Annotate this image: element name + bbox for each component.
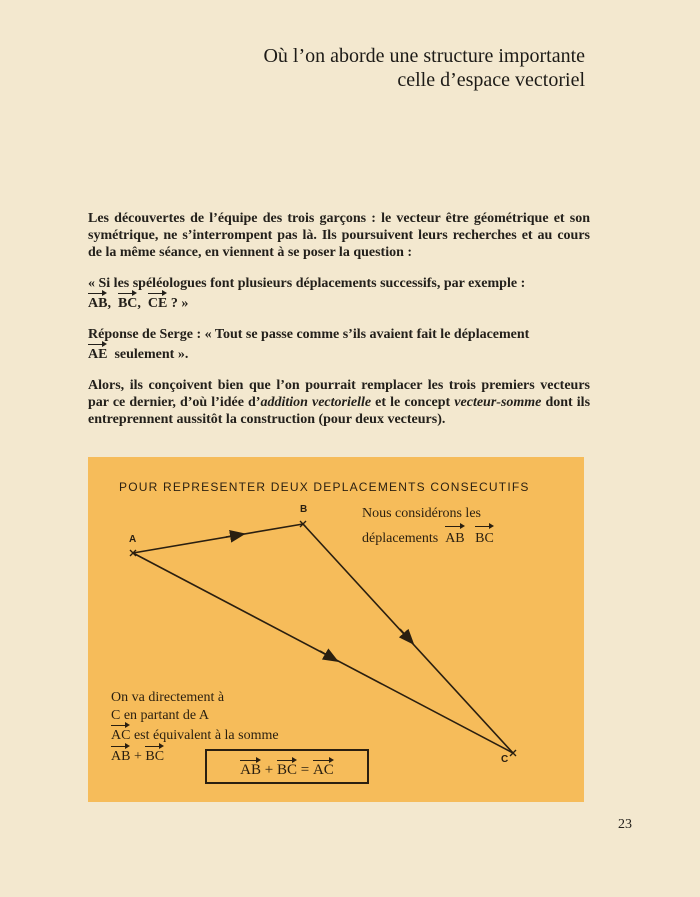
point-a-label: A <box>129 534 137 545</box>
formula-plus: + <box>264 762 274 778</box>
body-text <box>88 210 590 442</box>
paragraph-3 <box>88 326 590 363</box>
point-b-label: B <box>300 504 308 515</box>
page-number: 23 <box>618 817 632 832</box>
arrow-ab <box>226 535 238 537</box>
answer-end: seulement ». <box>114 347 189 362</box>
note-vector-ac: AC <box>111 724 130 745</box>
title-line-2: celle d’espace vectoriel <box>397 69 585 91</box>
note-plus: + <box>133 748 142 764</box>
note-vector-bc: BC <box>475 525 494 550</box>
paragraph-2: « Si les spéléologues font plusieurs déplacements successifs, par exemple : AB, BC, CE ? » <box>88 276 526 311</box>
p4-part-c: dont ils entreprennent aussitôt la construction (pour deux vecteurs). <box>88 395 591 427</box>
vector-ce: CE <box>148 292 167 312</box>
arrow-ac <box>320 651 332 658</box>
note-right-line-2 <box>362 525 494 550</box>
note-left-line-1: On va directement à <box>111 690 225 705</box>
note-right-text: déplacements <box>362 531 439 546</box>
formula-bc: BC <box>277 759 297 779</box>
vector-ae: AE <box>88 343 107 363</box>
answer-text: Réponse de Serge : « Tout se passe comme s’ils avaient fait le déplacement <box>88 327 530 342</box>
question-end: ? » <box>170 296 189 311</box>
arrow-bc <box>400 629 409 639</box>
point-c-label: C <box>501 754 509 765</box>
vector-ab: AB <box>88 292 107 312</box>
p4-part-b: et le concept <box>371 395 455 410</box>
note-left-text: est équivalent à la somme <box>133 728 279 743</box>
note-sum-bc: BC <box>145 745 164 766</box>
vector-addition-figure <box>88 457 584 802</box>
formula-equals: = <box>300 762 310 778</box>
note-sum-ab: AB <box>111 745 130 766</box>
p4-part-a: Alors, ils conçoivent bien que l’on pourrait remplacer les trois premiers vecteurs par ce dernier, d’où l’idée d’ <box>88 378 590 410</box>
p4-emphasis-2: vecteur-somme <box>454 395 542 410</box>
note-left-line-2: C en partant de A <box>111 707 209 723</box>
figure-title: POUR REPRESENTER DEUX DEPLACEMENTS CONSECUTIFS <box>119 480 530 494</box>
point-c-mark <box>510 750 516 756</box>
page-title <box>263 44 585 92</box>
formula-box <box>205 749 369 784</box>
formula-ac: AC <box>313 759 334 779</box>
paragraph-4 <box>88 377 590 428</box>
question-text: « Si les spéléologues font plusieurs déplacements successifs, par exemple : <box>88 276 526 291</box>
note-right-line-1: Nous considérons les <box>362 506 481 521</box>
segment-ab <box>133 524 303 553</box>
paragraph-1: Les découvertes de l’équipe des trois garçons : le vecteur être géométrique et son symétrique, ne s’interrompent pas là. Ils poursuivent leurs recherches et au cours de la même séance, en viennent à se poser la question : <box>88 211 590 260</box>
note-left-line-3 <box>111 724 279 745</box>
vector-bc: BC <box>118 292 137 312</box>
title-line-1: Où l’on aborde une structure importante <box>263 45 585 67</box>
note-vector-ab: AB <box>445 525 464 550</box>
note-right <box>362 503 494 550</box>
p4-emphasis-1: addition vectorielle <box>260 395 372 410</box>
formula-ab: AB <box>240 759 261 779</box>
